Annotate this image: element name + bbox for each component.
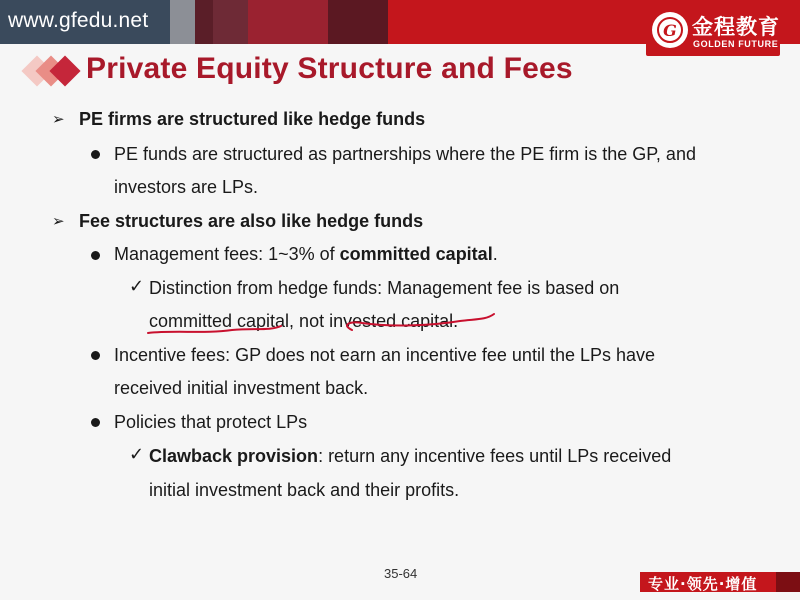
page-number: 35-64: [384, 566, 418, 581]
slogan: 专业·领先·增值: [648, 575, 758, 593]
arrow-bullet-icon: ➢: [52, 213, 65, 230]
logo-chinese-name: 金程教育: [692, 15, 780, 39]
bullet-text: Incentive fees: GP does not earn an incentive fee until the LPs have: [114, 345, 656, 365]
emphasis: committed capital: [339, 244, 493, 264]
logo-mark: G: [657, 17, 683, 43]
sub-bullet-text: initial investment back and their profits.: [149, 480, 460, 500]
text-fragment: .: [492, 244, 498, 264]
underline-invested-capital: [347, 314, 494, 330]
bullet-text: Policies that protect LPs: [114, 412, 308, 432]
emphasis: Clawback provision: [149, 446, 319, 466]
sub-bullet-text: committed capital, not invested capital.: [149, 311, 459, 331]
bullet-text: investors are LPs.: [114, 177, 259, 197]
checkmark-icon: ✓: [129, 444, 145, 464]
text-fragment: Management fees: 1~3% of: [114, 244, 340, 264]
bullet-text: PE funds are structured as partnerships where the PE firm is the GP, and: [114, 144, 696, 164]
logo-english-name: GOLDEN FUTURE: [693, 39, 779, 49]
underline-committed-capital: [148, 326, 281, 333]
arrow-bullet-icon: ➢: [52, 111, 65, 128]
section-heading: PE firms are structured like hedge funds: [79, 109, 426, 129]
sub-bullet-text: Distinction from hedge funds: Management fee is based on: [149, 278, 620, 298]
bullet-text: received initial investment back.: [114, 378, 369, 398]
text-fragment: : return any incentive fees until LPs received: [318, 446, 672, 466]
checkmark-icon: ✓: [129, 276, 145, 296]
site-url[interactable]: www.gfedu.net: [8, 9, 149, 32]
slide-title: Private Equity Structure and Fees: [86, 52, 573, 85]
section-heading: Fee structures are also like hedge funds: [79, 211, 424, 231]
slogan-bar-edge: [776, 572, 800, 592]
